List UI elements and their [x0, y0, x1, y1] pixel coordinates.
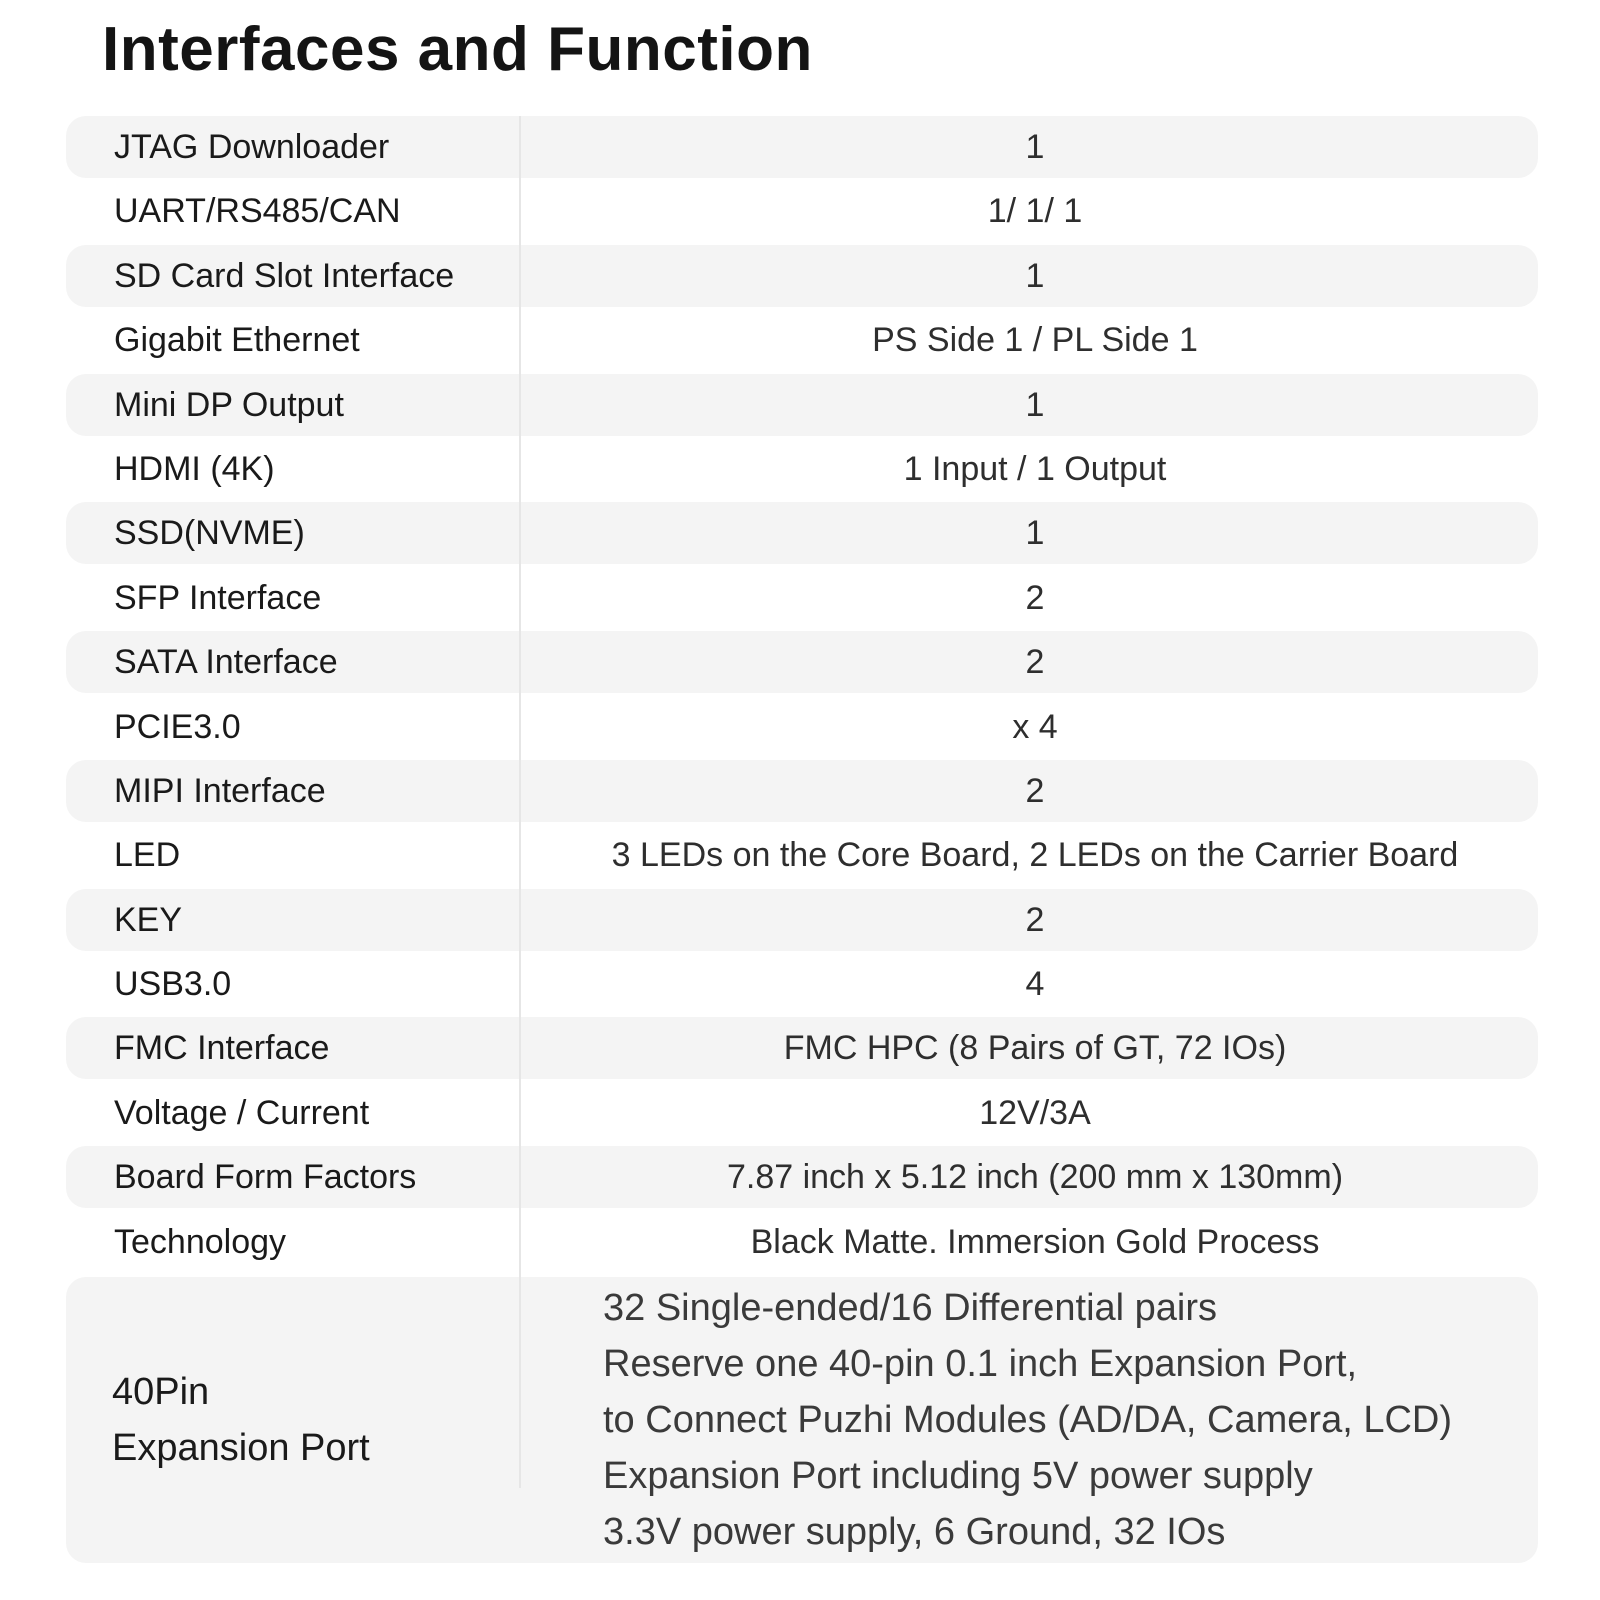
spec-row-voltage-current: [66, 1082, 1538, 1144]
spec-value: 4: [1025, 965, 1045, 1004]
spec-label: FMC Interface: [114, 1029, 330, 1068]
spec-row-gigabit-ethernet: [66, 309, 1538, 371]
spec-row-board-form-factors: [66, 1146, 1538, 1208]
spec-label: Board Form Factors: [114, 1158, 417, 1197]
spec-value: 1/ 1/ 1: [987, 192, 1083, 231]
spec-value: 1: [1025, 514, 1045, 553]
spec-label: Voltage / Current: [114, 1093, 370, 1132]
spec-row-sata-interface: [66, 631, 1538, 693]
spec-label: JTAG Downloader: [114, 128, 390, 166]
spec-label: UART/RS485/CAN: [114, 192, 401, 231]
spec-row-ssd-nvme: [66, 502, 1538, 564]
spec-value-line: 3.3V power supply, 6 Ground, 32 IOs: [603, 1510, 1226, 1553]
spec-row-hdmi: [66, 438, 1538, 500]
spec-label: Technology: [114, 1222, 287, 1261]
spec-value: 2: [1025, 643, 1045, 682]
spec-label: PCIE3.0: [114, 707, 241, 746]
spec-row-jtag-downloader: [66, 116, 1538, 178]
spec-value: 1: [1025, 128, 1045, 166]
spec-label: SFP Interface: [114, 578, 322, 617]
spec-label: LED: [114, 836, 181, 875]
spec-value: 2: [1025, 900, 1045, 939]
spec-row-technology: [66, 1211, 1538, 1273]
spec-label: KEY: [114, 900, 183, 939]
spec-value: x 4: [1012, 707, 1058, 746]
column-divider: [519, 116, 521, 1488]
spec-value-line: to Connect Puzhi Modules (AD/DA, Camera, LCD): [603, 1398, 1452, 1441]
spec-value: 2: [1025, 578, 1045, 617]
spec-value: PS Side 1 / PL Side 1: [872, 321, 1198, 360]
spec-row-sd-card-slot: [66, 245, 1538, 307]
spec-value: 12V/3A: [979, 1093, 1091, 1132]
spec-label: SD Card Slot Interface: [114, 256, 455, 295]
spec-label: SSD(NVME): [114, 514, 305, 553]
spec-label: SATA Interface: [114, 643, 338, 682]
spec-row-led: [66, 824, 1538, 886]
spec-value: 7.87 inch x 5.12 inch (200 mm x 130mm): [726, 1158, 1344, 1197]
spec-value: Black Matte. Immersion Gold Process: [750, 1222, 1320, 1261]
spec-row-key: [66, 889, 1538, 951]
spec-row-40pin-expansion-port: [66, 1277, 1538, 1563]
spec-value: 3 LEDs on the Core Board, 2 LEDs on the Carrier Board: [611, 836, 1459, 875]
spec-value-line: Reserve one 40-pin 0.1 inch Expansion Port,: [603, 1342, 1358, 1385]
spec-label-line: 40Pin: [112, 1370, 210, 1413]
spec-value: 1: [1025, 385, 1045, 424]
spec-row-mini-dp-output: [66, 374, 1538, 436]
spec-label: MIPI Interface: [114, 771, 326, 810]
spec-label-line: Expansion Port: [112, 1426, 370, 1469]
spec-value: FMC HPC (8 Pairs of GT, 72 IOs): [783, 1029, 1287, 1068]
spec-label: [112, 1364, 370, 1476]
spec-value: 1: [1025, 256, 1045, 295]
spec-row-mipi-interface: [66, 760, 1538, 822]
spec-row-usb3: [66, 953, 1538, 1015]
spec-row-fmc-interface: [66, 1017, 1538, 1079]
spec-label: HDMI (4K): [114, 449, 275, 488]
spec-label: Mini DP Output: [114, 385, 344, 424]
spec-row-pcie: [66, 696, 1538, 758]
spec-value-line: Expansion Port including 5V power supply: [603, 1454, 1313, 1497]
spec-value-line: 32 Single-ended/16 Differential pairs: [603, 1286, 1218, 1329]
spec-label: USB3.0: [114, 965, 232, 1004]
spec-value: 2: [1025, 771, 1045, 810]
spec-value: 1 Input / 1 Output: [903, 449, 1167, 488]
spec-value: [603, 1280, 1538, 1560]
spec-row-sfp-interface: [66, 567, 1538, 629]
spec-row-uart-rs485-can: [66, 180, 1538, 242]
spec-table: [66, 116, 1538, 1563]
spec-label: Gigabit Ethernet: [114, 321, 360, 360]
page-title: Interfaces and Function: [102, 15, 813, 84]
